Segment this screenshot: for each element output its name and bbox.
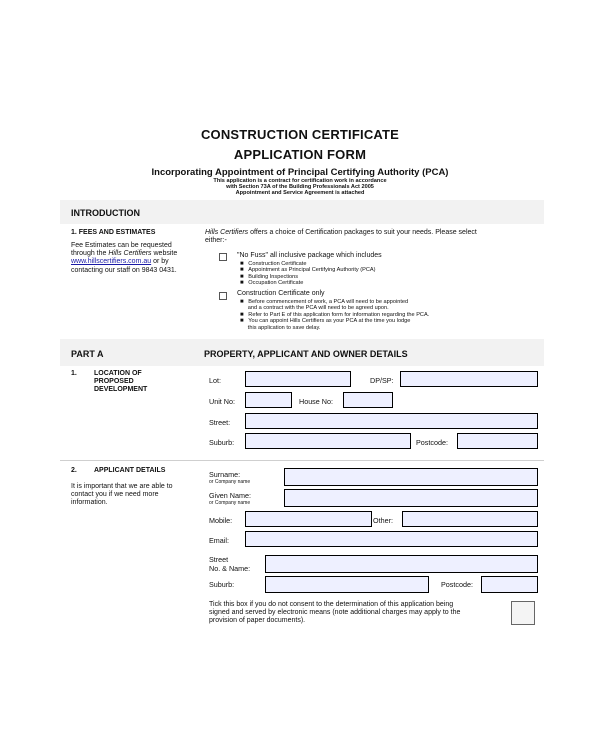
dp-label: DP/SP: <box>370 376 394 385</box>
other-label: Other: <box>373 516 393 525</box>
electronic-consent-text: Tick this box if you do not consent to the determination of this application being signed and served by electronic means (note additional charges may apply to the provision of paper documents). <box>209 601 461 625</box>
section-2-text: It is important that we are able to contact you if we need more information. <box>71 483 173 507</box>
electronic-consent-checkbox[interactable] <box>511 601 535 625</box>
section-2-title: APPLICANT DETAILS <box>94 467 166 474</box>
no-fuss-checkbox[interactable] <box>219 253 227 261</box>
dp-input[interactable] <box>400 371 538 387</box>
form-title: CONSTRUCTION CERTIFICATE <box>200 127 400 142</box>
fees-link[interactable]: www.hillscertifiers.com.au <box>71 258 152 266</box>
street-input[interactable] <box>245 413 538 429</box>
form-tagline: Incorporating Appointment of Principal Certifying Authority (PCA) <box>151 167 449 178</box>
house-input[interactable] <box>343 392 393 408</box>
lot-input[interactable] <box>245 371 351 387</box>
suburb-2-label: Suburb: <box>209 580 235 589</box>
introduction-heading: INTRODUCTION <box>71 208 140 218</box>
section-2-number: 2. <box>71 467 77 474</box>
contract-note-2: with Section 73A of the Building Professionals Act 2005 <box>226 184 374 190</box>
email-input[interactable] <box>245 531 538 547</box>
section-divider <box>60 460 544 461</box>
no-fuss-list: ■ Construction Certificate ■ Appointment as Principal Certifying Authority (PCA) ■ Building Inspections ■ Occupation Certificate <box>240 261 376 287</box>
section-1-title: LOCATION OF PROPOSED DEVELOPMENT <box>94 370 148 394</box>
given-name-input[interactable] <box>284 489 538 507</box>
mobile-input[interactable] <box>245 511 372 527</box>
contract-note-1: This application is a contract for certification work in accordance <box>213 178 387 184</box>
part-a-bar <box>60 339 544 366</box>
lot-label: Lot: <box>209 376 221 385</box>
part-a-label: PART A <box>71 349 104 359</box>
email-label: Email: <box>209 536 229 545</box>
form-subtitle: APPLICATION FORM <box>233 147 367 162</box>
mobile-label: Mobile: <box>209 516 233 525</box>
house-label: House No: <box>299 397 333 406</box>
surname-sublabel: or Company name <box>209 479 251 485</box>
cc-only-label: Construction Certificate only <box>237 290 325 297</box>
unit-input[interactable] <box>245 392 292 408</box>
given-name-label: Given Name: <box>209 491 251 500</box>
unit-label: Unit No: <box>209 397 235 406</box>
other-input[interactable] <box>402 511 538 527</box>
fees-text: Fee Estimates can be requested through the Hills Certifiers website www.hillscertifiers.com.au or by contacting our staff on 9843 0431. <box>71 242 178 274</box>
section-1-number: 1. <box>71 370 77 377</box>
suburb-input[interactable] <box>245 433 411 449</box>
street-label: Street: <box>209 418 231 427</box>
postcode-label: Postcode: <box>416 438 448 447</box>
postcode-2-label: Postcode: <box>441 580 473 589</box>
no-fuss-label: "No Fuss" all inclusive package which includes <box>237 252 382 259</box>
street-2-input[interactable] <box>265 555 538 573</box>
suburb-label: Suburb: <box>209 438 235 447</box>
postcode-input[interactable] <box>457 433 538 449</box>
cc-only-checkbox[interactable] <box>219 292 227 300</box>
fees-heading: 1. FEES AND ESTIMATES <box>71 229 156 236</box>
surname-input[interactable] <box>284 468 538 486</box>
contract-note-3: Appointment and Service Agreement is attached <box>235 190 365 196</box>
given-name-sublabel: or Company name <box>209 500 251 506</box>
package-intro: Hills Certifiers offers a choice of Certification packages to suit your needs. Please select either:- <box>205 229 477 245</box>
street-2-label: Street No. & Name: <box>209 555 251 573</box>
introduction-bar <box>60 200 544 224</box>
part-a-heading: PROPERTY, APPLICANT AND OWNER DETAILS <box>204 349 408 359</box>
surname-label: Surname: <box>209 470 241 479</box>
postcode-2-input[interactable] <box>481 576 538 593</box>
suburb-2-input[interactable] <box>265 576 429 593</box>
cc-only-list: ■ Before commencement of work, a PCA will need to be appointed and a contract with the PCA will need to be agreed upon. ■ Refer to Part E of this application form for information regarding the PCA. ■ You can appoint Hills Certifiers as your PCA at the time you lodge this application to save delay. <box>240 299 430 331</box>
